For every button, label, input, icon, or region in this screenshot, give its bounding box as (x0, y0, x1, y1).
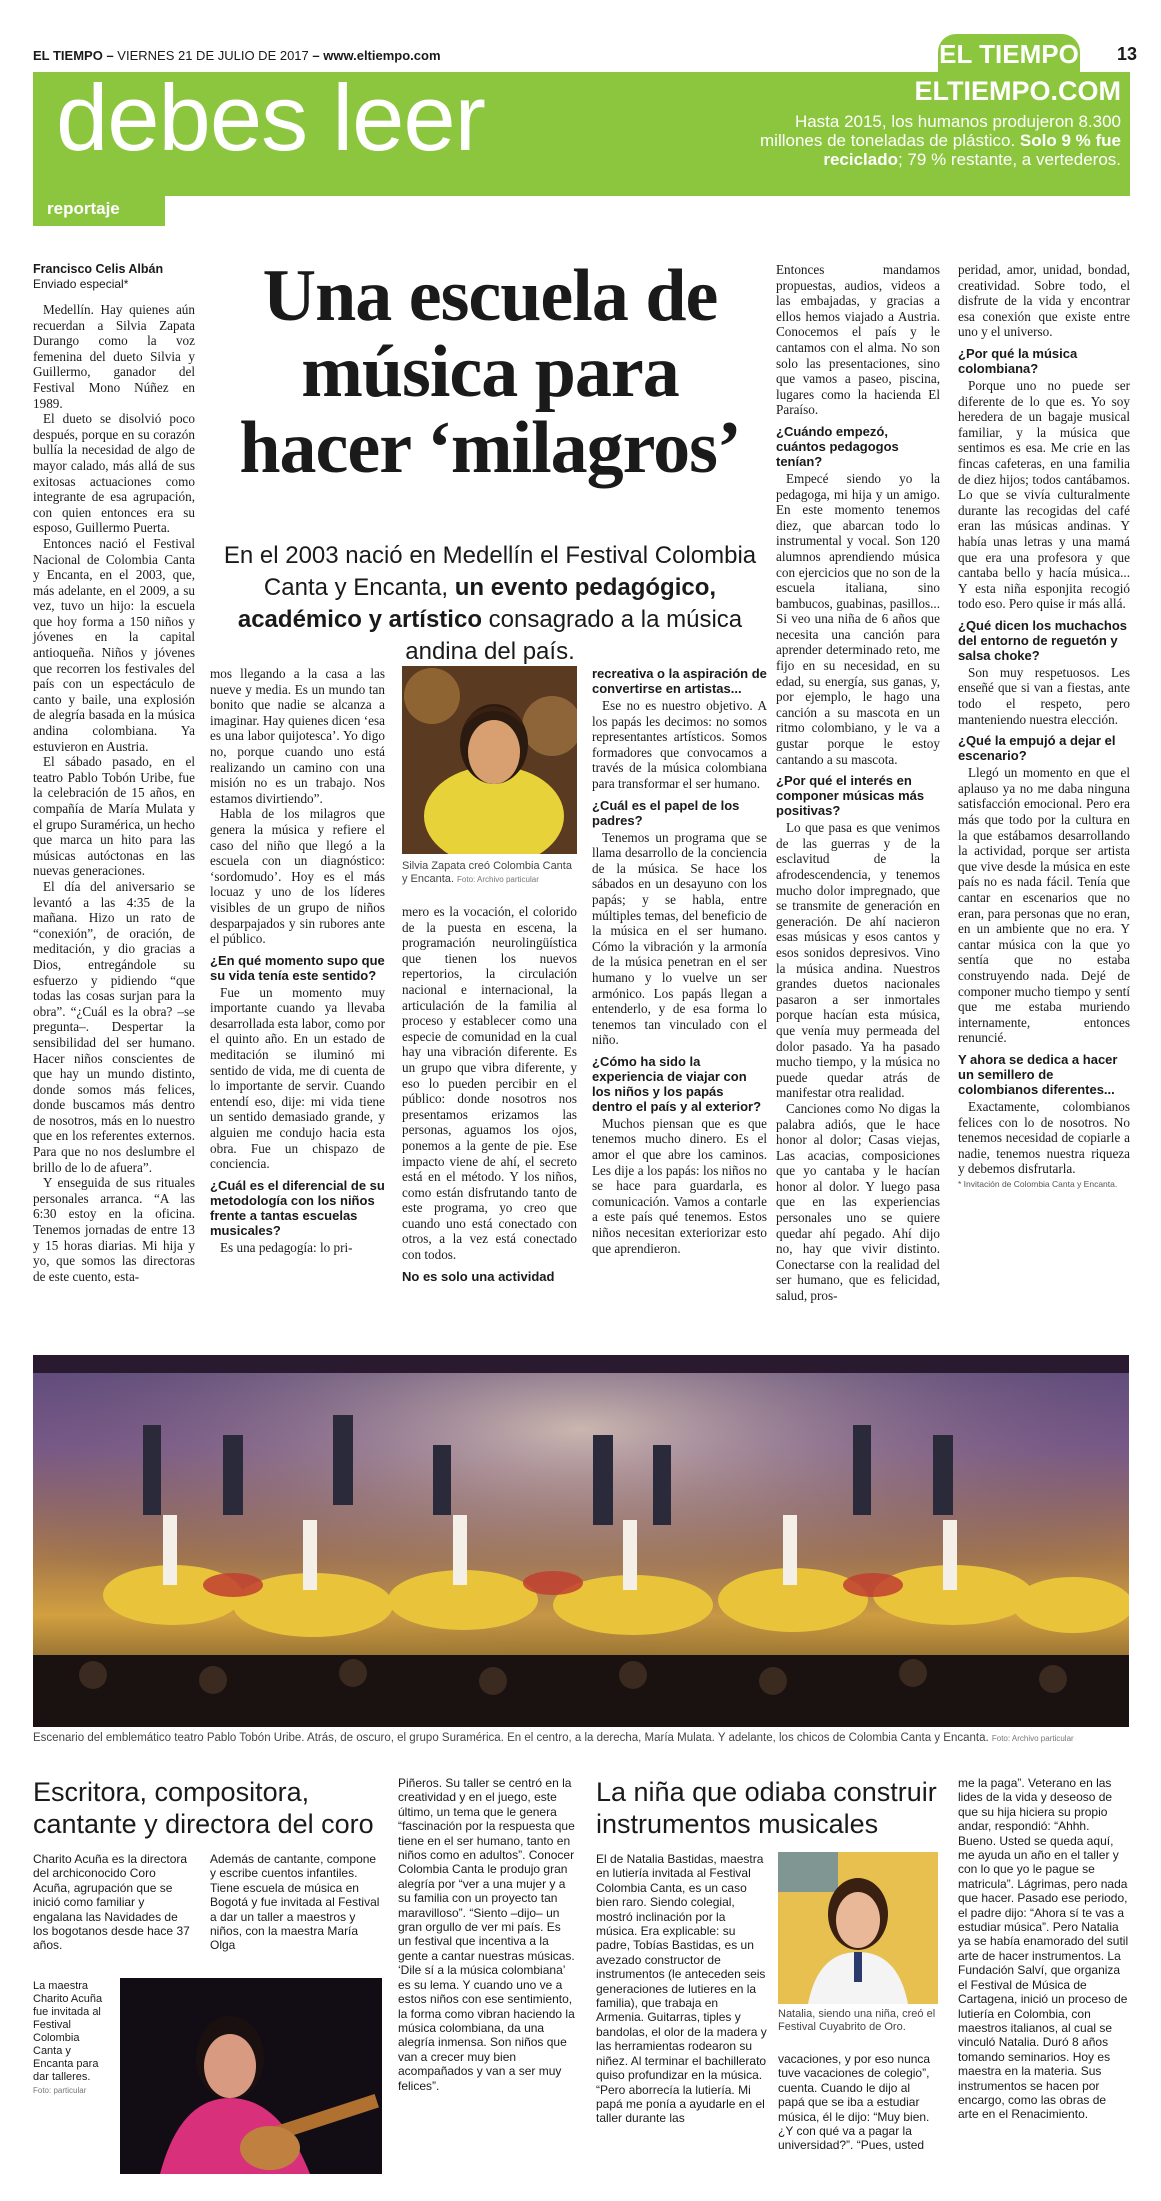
paragraph: Es una pedagogía: lo pri- (220, 1239, 353, 1255)
fact-tail: ; 79 % restante, a vertederos. (897, 150, 1121, 169)
question: ¿Cuál es el papel de los padres? (592, 797, 740, 828)
question: ¿Cuándo empezó, cuántos pedagogos tenían? (776, 423, 899, 469)
site-name[interactable]: ELTIEMPO.COM (914, 76, 1121, 106)
banner-fact (741, 112, 1121, 169)
charito-photo (120, 1978, 382, 2174)
dateline-bar: EL TIEMPO – VIERNES 21 DE JULIO DE 2017 – www.eltiempo.com (33, 48, 441, 63)
story-right-col-1 (596, 1852, 768, 2126)
portrait-photo (402, 666, 577, 854)
paragraph: peridad, amor, unidad, bondad, creatividad. Sobre todo, el disfrute de la vida y encontrar esa conexión que existe entre uno y el universo. (958, 262, 1130, 340)
paragraph: Tenemos un programa que se llama desarrollo de la conciencia de la música. Se hace los sábados en un desayuno con los papás; y se habla, entre múltiples temas, del beneficio de la música en el ser humano. Cómo la vibración y la armonía de la música penetran en el ser humano y lo vuelve un ser armónico. Los papás llegan a entenderlo, y de esa forma lo tenemos tan vinculado con el niño. (592, 829, 767, 1048)
photo-credit: Foto: Archivo particular (991, 1734, 1074, 1743)
charito-illustration (120, 1978, 382, 2174)
paragraph: Llegó un momento en que el aplauso ya no me daba ninguna satisfacción emocional. Pero era más que todo por la cultura en la que estábamos desarrollando la actividad, porque ser artista que vive desde la música en este país no es nada fácil. Tenía que cantar en escenarios que no eran, para personas que no eran, en un ambiente que no era. Y cantar música con la que yo sentía que no estaba construyendo nada. Dejé de componer mucho tiempo y sentí que me estaba muriendo internamente, entonces renuncié. (958, 765, 1130, 1046)
story-left-col-2 (210, 1852, 382, 1953)
question: No es solo una actividad (402, 1268, 555, 1284)
dateline: VIERNES 21 DE JULIO DE 2017 (117, 48, 309, 63)
caption-text: Silvia Zapata creó Colombia Canta y Encanta. (402, 860, 572, 885)
article-col-4 (592, 666, 767, 1256)
paragraph: Habla de los milagros que genera la música y refiere el caso del niño que llegó a la escuela con un diagnóstico: ‘sordomudo’. Hoy es el más locuaz y uno de los líderes visibles de un grupo de niños desparpajados y sin rubores ante el público. (210, 806, 385, 947)
story-left-col-3 (398, 1776, 576, 2093)
photo-credit: Foto: particular (33, 2086, 87, 2095)
question: ¿Cuál es el diferencial de su metodología con los niños frente a tantas escuelas musicales? (210, 1177, 385, 1238)
paragraph: El sábado pasado, en el teatro Pablo Tobón Uribe, fue la celebración de 15 años, en compañía de María Mulata y el grupo Suramérica, un hecho que marca un hito para las músicas autóctonas en las nuevas generaciones. (33, 754, 195, 879)
paragraph: mos llegando a la casa a las nueve y media. Es un mundo tan bonito que nadie se alcanza a imaginar. Hay quienes dicen ‘esa es una labor quijotesca’. Yo digo no, porque cuando uno está realizando un camino con una misión no es un trabajo. Nos estamos divirtiendo”. (210, 666, 385, 806)
caption-text: Escenario del emblemático teatro Pablo Tobón Uribe. Atrás, de oscuro, el grupo Suramérica. En el centro, a la derecha, María Mulata. Y adelante, los chicos de Colombia Canta y Encanta. (33, 1732, 989, 1744)
question: ¿Por qué el interés en componer músicas más positivas? (776, 773, 925, 819)
story-title: Escritora, compositora, cantante y directora del coro (33, 1777, 374, 1839)
paragraph: Exactamente, colombianos felices con lo de nosotros. No tenemos necesidad de copiarle a nadie, tenemos nuestra riqueza y debemos disfrutarla. (958, 1098, 1130, 1177)
paragraph: Son muy respetuosos. Les enseñé que si van a fiestas, ante todo el respeto, pero manteniendo nuestra elección. (958, 664, 1130, 727)
paragraph: mero es la vocación, el colorido de la puesta en escena, la programación neurolingüística que tienen los nuevos repertorios, la circulación nacional e internacional, la articulación de la familia al proceso y establecer como una especie de comunidad en la cual hay una vibración diferente. Es un grupo que vibra diferente, y eso lo pueden percibir en el público: donde nosotros nos presentamos erizamos las personas, aguamos los ojos, ponemos a la gente de pie. Ese impacto viene de ahí, el secreto está en el método. Y los niños, como están disfrutando tanto de este programa, yo creo que cuando uno está conectado con otros, a la vez está conectado con todos. (402, 904, 577, 1263)
caption-text: Natalia, siendo una niña, creó el Festival Cuyabrito de Oro. (778, 2008, 936, 2033)
question: recreativa o la aspiración de convertirse en artistas... (592, 666, 767, 696)
story-right-col-2 (778, 2052, 938, 2153)
paragraph: Piñeros. Su taller se centró en la creatividad y en el juego, este último, un tema que le genera “fascinación por la respuesta que tiene en el ser humano, tanto en niños como en adultos”. Conocer Colombia Canta le produjo gran alegría por “ver a una mujer y a su familia con un proyecto tan maravilloso”. “Siento –dijo– un gran orgullo de ver mi país. Es un festival que incentiva a la gente a cantar nuestras músicas. ‘Dile sí a la música colombiana’ es su lema. Y cuando uno ve a estos niños con ese sentimiento, la forma como vibran haciendo la música colombiana, da una alegría inmensa. Son niños que van a crecer muy bien acompañados y van a ser muy felices”. (398, 1776, 575, 2093)
fact-bold: Solo 9 % fue reciclado (823, 131, 1121, 169)
natalia-illustration (778, 1852, 938, 2004)
footnote: * Invitación de Colombia Canta y Encanta. (958, 1178, 1118, 1189)
paragraph: Lo que pasa es que venimos de las guerras y de la esclavitud de la afrodescendencia, y tenemos mucho dolor impregnado, que se transmite de generación en generación. De ahí nacieron esas músicas y esos cantos y esos sonidos depresivos. Vino la música andina. Nuestros grandes duetos nacionales pasaron a ser inmortales porque hacían esta música, que venía muy permeada del dolor pasado. Ya ha pasado mucho tiempo, y la música no puede quedar atrás de manifestar otra realidad. (776, 820, 940, 1101)
deck-tail: consagrado a la música andina del país. (405, 606, 743, 665)
brand-tab: EL TIEMPO (938, 34, 1080, 72)
article-col-5 (776, 262, 940, 1304)
fact-text: Hasta 2015, los humanos produjeron 8.300 millones de toneladas de plástico. (760, 112, 1121, 150)
page-number: 13 (1116, 44, 1137, 64)
sidebar-story-right-title (596, 1776, 966, 1840)
article-col-2 (210, 666, 385, 1255)
stage-illustration (33, 1355, 1129, 1727)
deck (210, 540, 770, 668)
paragraph: Muchos piensan que es que tenemos mucho dinero. Es el amor el que abre los caminos. Les dije a los papás: los niños no se hace para guardarla, es comunicación. Vamos a contarle a este país qué tenemos. Estos niños necesitan exteriorizar esto que aprendieron. (592, 1115, 767, 1256)
question: Y ahora se dedica a hacer un semillero de colombianos diferentes... (958, 1051, 1118, 1097)
paragraph: Entonces nació el Festival Nacional de Colombia Canta y Encanta, en el 2003, que, más adelante, en el 2009, a su vez, tuvo un hijo: la escuela que hoy forma a 150 niños y jóvenes en la capital antioqueña. Niños y jóvenes que recorren los festivales del país con un espectáculo de canto y baile, una explosión de alegría basada en la música andina colombiana. Ya estuvieron en Austria. (33, 535, 195, 754)
paragraph: Además de cantante, compone y escribe cuentos infantiles. Tiene escuela de música en Bogotá y fue invitada al Festival a dar un taller a maestros y niños, con la maestra María Olga (210, 1852, 380, 1953)
caption-text: La maestra Charito Acuña fue invitada al Festival Colombia Canta y Encanta para dar talleres. (33, 1980, 103, 2083)
paragraph: vacaciones, y por eso nunca tuve vacaciones de colegio”, cuenta. Cuando le dijo al papá que se iba a estudiar música, él le dijo: “Muy bien. ¿Y con qué va a pagar la universidad?”. “Pues, usted (778, 2052, 931, 2153)
story-right-photo-caption (778, 2008, 938, 2034)
deck-text: En el 2003 nació en Medellín el Festival Colombia Canta y Encanta, (223, 542, 757, 601)
story-right-col-3 (958, 1776, 1130, 2122)
paragraph: Medellín. Hay quienes aún recuerdan a Silvia Zapata Durango como la voz femenina del dueto Silvia y Guillermo, ganador del Festival Mono Núñez en 1989. (33, 302, 195, 411)
paragraph: Porque uno no puede ser diferente de lo que es. Yo soy heredera de un bagaje musical familiar, y la música que sentimos es esa. Me crie en las fincas cafeteras, en una familia de diez hijos; todos cantábamos. Lo que se vivía culturalmente durante las recogidas del café eran las músicas andinas. Y había unas letras y una mamá que era una profesora y que cantaba bello y hacía música... Y esta niña esponjita recogió todo eso. Pero quise ir más allá. (958, 377, 1130, 612)
section-title: debes leer (56, 65, 485, 170)
story-left-photo-caption (33, 1980, 105, 2097)
paragraph: El de Natalia Bastidas, maestra en lutiería invitada al Festival Colombia Canta, es un caso bien raro. Siendo colegial, mostró inclinación por la música. Era explicable: su padre, Tobías Bastidas, es un avezado constructor de instrumentos (le anteceden seis generaciones de lutieres en la familia), que trabaja en Armenia. Guitarras, tiples y bandolas, el olor de la madera y las herramientas rodearon su niñez. Al terminar el bachillerato quiso profundizar en la música. “Pero aborrecía la lutiería. Mi papá me ponía a ayudarle en el taller durante las (596, 1852, 767, 2126)
byline-role: Enviado especial* (33, 277, 129, 291)
sidebar-story-left-title (33, 1776, 393, 1840)
headline: Una escuela de música para hacer ‘milagros’ (239, 255, 741, 489)
paragraph: Charito Acuña es la directora del archiconocido Coro Acuña, agrupación que se inició como familiar y engalana las Navidades de los bogotanos desde hace 37 años. (33, 1852, 190, 1953)
question: ¿Por qué la música colombiana? (958, 345, 1078, 376)
story-left-col-1 (33, 1852, 193, 1953)
paragraph: Ese no es nuestro objetivo. A los papás les decimos: no somos representantes artísticos. Somos formadores que convocamos a través de la música colombiana para transformar el ser humano. (592, 698, 767, 791)
paragraph: Entonces mandamos propuestas, audios, videos a las embajadas, y gracias a ellos hemos viajado a Austria. Conocemos el país y le cantamos con el alma. No son solo las presentaciones, sino que vamos a paseo, piscina, lugares como la hacienda El Paraíso. (776, 262, 940, 418)
byline: Francisco Celis Albán (33, 262, 164, 276)
website-link[interactable]: www.eltiempo.com (323, 48, 441, 63)
article-col-1 (33, 262, 195, 1284)
photo-credit: Foto: Archivo particular (457, 875, 539, 884)
story-title: La niña que odiaba construir instrumentos musicales (596, 1777, 937, 1839)
paragraph: El día del aniversario se levantó a las 4:35 de la mañana. Hizo un rato de “conexión”, de oración, de meditación, y dio gracias a Dios, entregándole su esfuerzo y pidiendo “que todas las cosas surjan para la obra”. “¿Cuál es la obra? –se pregunta–. Despertar la sensibilidad del ser humano. Hacer niños conscientes de que hay un mundo distinto, donde somos más felices, donde buscamos más dentro de nosotros, más en lo nuestro que en los referentes externos. Para que no nos deslumbre el brillo de lo de afuera”. (33, 878, 195, 1175)
portrait-illustration (402, 666, 577, 854)
question: ¿En qué momento supo que su vida tenía este sentido? (210, 952, 385, 983)
paragraph: El dueto se disolvió poco después, porque en su corazón bullía la necesidad de algo de mayor calado, más allá de sus exitosas actuaciones como integrante de esa agrupación, con quien entonces era su esposo, Guillermo Puerta. (33, 411, 195, 536)
question: ¿Qué dicen los muchachos del entorno de reguetón y salsa choke? (958, 617, 1128, 663)
article-col-3 (402, 904, 577, 1286)
question: ¿Cómo ha sido la experiencia de viajar con los niños y los papás dentro el país y al exterior? (592, 1053, 762, 1114)
article-col-6 (958, 262, 1130, 1190)
paragraph: Y enseguida de sus rituales personales arranca. “A las 6:30 estoy en la oficina. Tenemos jornadas de entre 13 y 15 horas diarias. Mi hija y yo, que somos las directoras de este cuento, esta- (33, 1175, 195, 1284)
deck-bold: un evento pedagógico, académico y artístico (237, 574, 717, 633)
paragraph: Empecé siendo yo la pedagoga, mi hija y un amigo. En este momento tenemos diez, que abarcan todo lo instrumental y vocal. Son 120 alumnos aprendiendo música con ejercicios que no son de la escuela italiana, sino bambucos, guabinas, pasillos... Si veo una niña de 6 años que necesita una canción para aprender determinado reto, me fijo en su necesidad, en su edad, su energía, sus ganas, y, por ejemplo, le hago una canción a su mascota en un ritmo colombiano, y le va a gustar porque le estoy cantando a su mascota. (776, 470, 940, 767)
paragraph: Canciones como No digas la palabra adiós, que le hace honor al dolor; Casas viejas, Las acacias, composiciones que yo cantaba y le hacían honor al dolor. Y luego pasa que en las experiencias personales uno se quiere quedar ahí pegado. Ahí dijo no, hay que vivir distinto. Conectarse con la realidad del ser humano, que es felicidad, salud, pros- (776, 1100, 940, 1304)
stage-caption (33, 1732, 1129, 1745)
natalia-photo (778, 1852, 938, 2004)
portrait-caption (402, 860, 577, 886)
paragraph: Fue un momento muy importante cuando ya llevaba desarrollada esta labor, como por el quinto año. En un estado de meditación se iluminó mi sentido de vida, me di cuenta de lo importante de servir. Cuando entendí eso, dije: mi vida tiene un sentido demasiado grande, y alguien me condujo hacia esta obra. Fue un chispazo de conciencia. (210, 984, 385, 1172)
masthead-small: EL TIEMPO (33, 48, 103, 63)
paragraph: me la paga”. Veterano en las lides de la vida y deseoso de que su hija hiciera su propio andar, respondió: “Ahhh. Bueno. Usted se queda aquí, me ayuda un año en el taller y con lo que yo le pague se matricula”. Lágrimas, pero nada que hacer. Pasado ese periodo, el padre dijo: “Ahora sí te vas a estudiar música”. Pero Natalia ya se había enamorado del sutil arte de hacer instrumentos. La Fundación Salví, que organiza el Festival de Música de Cartagena, inició un proceso de lutiería en Colombia, con maestros italianos, al cual se vinculó Natalia. Duró 8 años tomando seminarios. Hoy es maestra en la materia. Sus instrumentos se hacen por encargo, como las obras de arte en el Renacimiento. (958, 1776, 1129, 2122)
question: ¿Qué la empujó a dejar el escenario? (958, 733, 1116, 764)
section-label: reportaje (33, 196, 165, 226)
stage-photo (33, 1355, 1129, 1727)
